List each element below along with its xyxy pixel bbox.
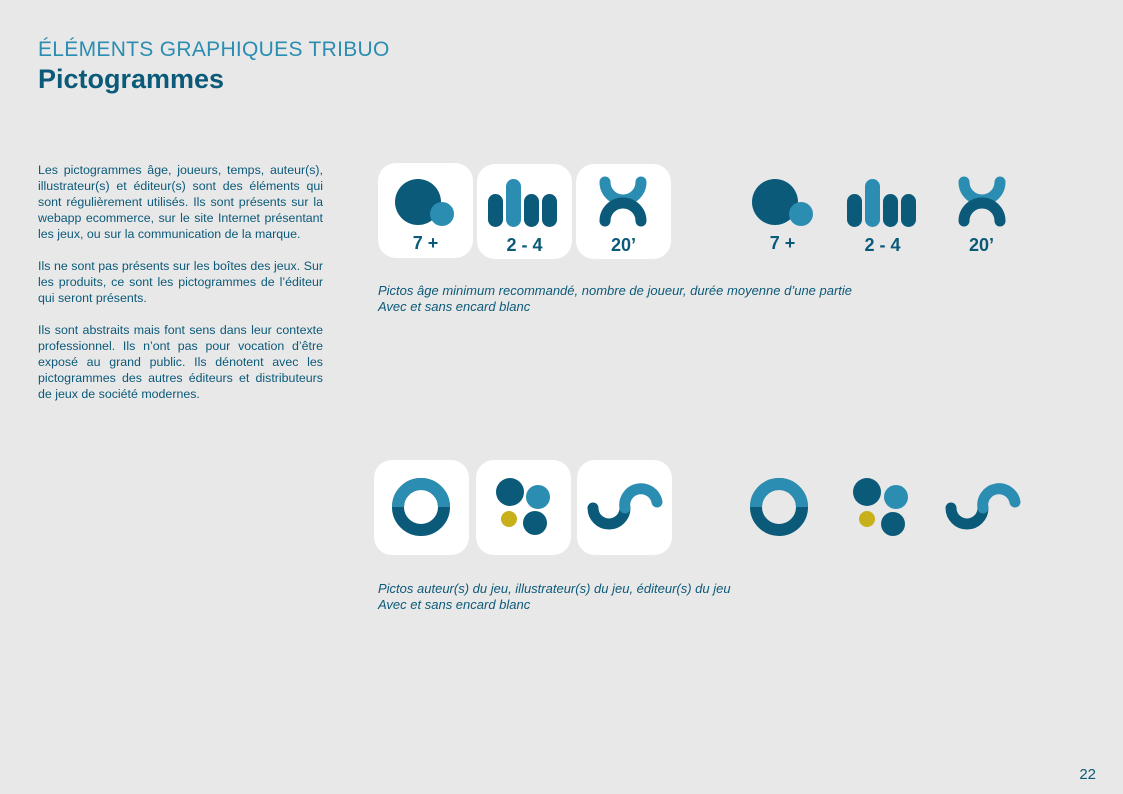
paragraph: Les pictogrammes âge, joueurs, temps, auteur(s), illustrateur(s) et éditeur(s) sont des éléments qui sont régulièrement utilisés. Ils sont présents sur la webapp ecommerce, sur le site Internet présentant les jeux, ou sur la communication de la marque. bbox=[38, 163, 323, 241]
players-icon bbox=[835, 164, 930, 259]
caption-line: Avec et sans encard blanc bbox=[378, 299, 531, 314]
time-label: 20’ bbox=[610, 235, 637, 255]
caption-line: Avec et sans encard blanc bbox=[378, 597, 531, 612]
author-picto-card bbox=[374, 460, 469, 555]
publisher-icon bbox=[577, 460, 672, 555]
author-icon bbox=[732, 460, 827, 555]
age-label: 7 + bbox=[769, 233, 796, 253]
caption-line: Pictos âge minimum recommandé, nombre de joueur, durée moyenne d’une partie bbox=[378, 283, 853, 298]
players-label: 2 - 4 bbox=[864, 235, 901, 255]
paragraph: Ils ne sont pas présents sur les boîtes des jeux. Sur les produits, ce sont les pictogrammes de l’éditeur qui seront présents. bbox=[38, 259, 323, 305]
paragraph: Ils sont abstraits mais font sens dans leur contexte professionnel. Ils n’ont pas pour vocation d’être exposé au grand public. Ils dénotent avec les pictogrammes des autres éditeurs et distributeurs de jeux de société modernes. bbox=[38, 323, 323, 401]
caption-line: Pictos auteur(s) du jeu, illustrateur(s) du jeu, éditeur(s) du jeu bbox=[378, 581, 731, 596]
illustrator-icon bbox=[834, 460, 929, 555]
caption-row2 bbox=[378, 581, 731, 613]
page-number: 22 bbox=[1079, 766, 1096, 783]
caption-row1 bbox=[378, 283, 852, 315]
page-title: Pictogrammes bbox=[38, 64, 225, 94]
time-picto-card bbox=[576, 164, 671, 259]
time-label: 20’ bbox=[968, 235, 995, 255]
age-picto-card bbox=[378, 163, 473, 258]
publisher-icon bbox=[934, 460, 1029, 555]
section-eyebrow: ÉLÉMENTS GRAPHIQUES TRIBUO bbox=[38, 38, 390, 61]
time-icon bbox=[934, 164, 1029, 259]
body-text bbox=[38, 162, 323, 418]
age-label: 7 + bbox=[412, 233, 439, 253]
author-icon bbox=[374, 460, 469, 555]
illustrator-icon bbox=[476, 460, 571, 555]
age-icon bbox=[735, 163, 830, 258]
players-label: 2 - 4 bbox=[506, 235, 543, 255]
players-icon bbox=[477, 164, 572, 259]
age-icon bbox=[378, 163, 473, 258]
publisher-picto-card bbox=[577, 460, 672, 555]
illustrator-picto-card bbox=[476, 460, 571, 555]
time-icon bbox=[576, 164, 671, 259]
players-picto-card bbox=[477, 164, 572, 259]
